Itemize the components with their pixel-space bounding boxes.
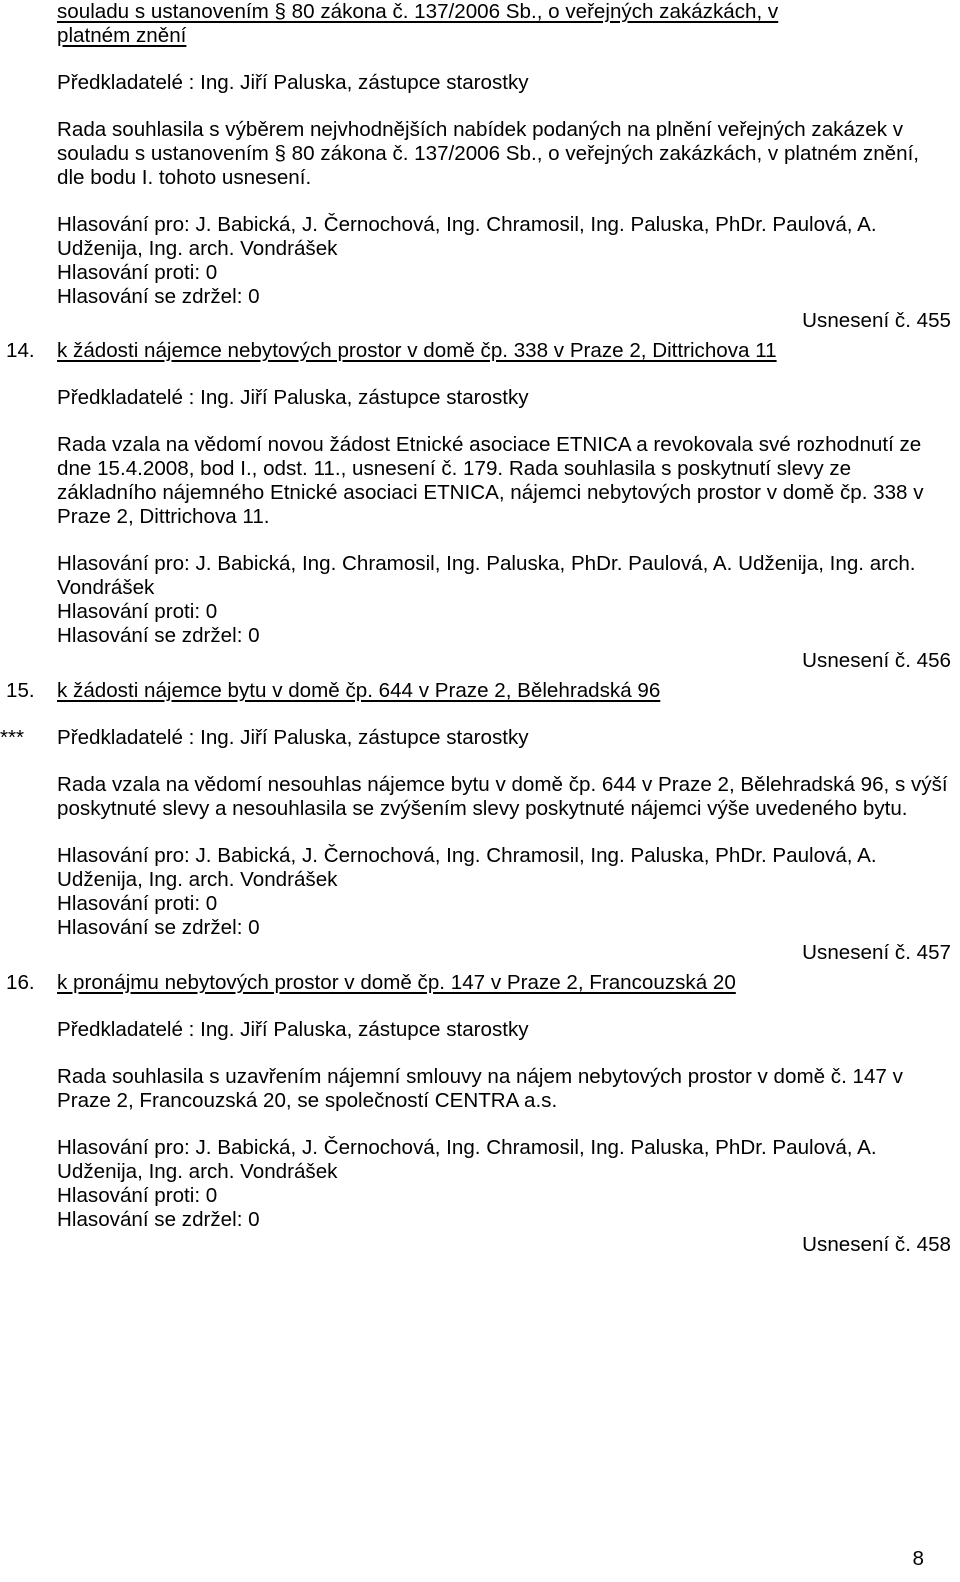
agenda-item-heading bbox=[0, 971, 960, 995]
intro-proposer: Předkladatelé : Ing. Jiří Paluska, zástupce starostky bbox=[57, 71, 529, 94]
agenda-item-resolution-text: Rada vzala na vědomí nesouhlas nájemce bytu v domě čp. 644 v Praze 2, Bělehradská 96, s výší poskytnuté slevy a nesouhlasila se zvýšením slevy poskytnuté nájemci výše uvedeného bytu. bbox=[57, 773, 948, 820]
agenda-item-14 bbox=[0, 339, 960, 673]
agenda-item-vote-for: Hlasování pro: J. Babická, J. Černochová, Ing. Chramosil, Ing. Paluska, PhDr. Paulová, A. Udženija, Ing. arch. Vondrášek bbox=[57, 844, 877, 891]
agenda-item-vote-against: Hlasování proti: 0 bbox=[57, 892, 218, 915]
agenda-item-proposer: Předkladatelé : Ing. Jiří Paluska, zástupce starostky bbox=[57, 386, 529, 409]
intro-title-line-2: platném znění bbox=[57, 24, 187, 47]
agenda-item-vote-against: Hlasování proti: 0 bbox=[57, 600, 218, 623]
agenda-item-vote-for: Hlasování pro: J. Babická, J. Černochová, Ing. Chramosil, Ing. Paluska, PhDr. Paulová, A. Udženija, Ing. arch. Vondrášek bbox=[57, 1136, 877, 1183]
agenda-item-resolution-number: Usnesení č. 457 bbox=[802, 941, 951, 964]
agenda-item-proposer: Předkladatelé : Ing. Jiří Paluska, zástupce starostky bbox=[57, 1018, 529, 1041]
agenda-item-number: 16. bbox=[6, 971, 35, 994]
page-number: 8 bbox=[912, 1547, 924, 1570]
intro-resolution-number: Usnesení č. 455 bbox=[802, 309, 951, 332]
agenda-item-proposer-row bbox=[0, 726, 960, 750]
agenda-item-16 bbox=[0, 971, 960, 1257]
agenda-item-proposer: Předkladatelé : Ing. Jiří Paluska, zástupce starostky bbox=[57, 726, 529, 749]
agenda-item-resolution-text: Rada souhlasila s uzavřením nájemní smlouvy na nájem nebytových prostor v domě č. 147 v Praze 2, Francouzská 20, se společností CENTRA a.s. bbox=[57, 1065, 903, 1112]
agenda-item-heading bbox=[0, 339, 960, 363]
agenda-item-number: 15. bbox=[6, 679, 35, 702]
agenda-item-resolution-number: Usnesení č. 458 bbox=[802, 1233, 951, 1256]
agenda-item-heading bbox=[0, 679, 960, 703]
intro-vote-for: Hlasování pro: J. Babická, J. Černochová, Ing. Chramosil, Ing. Paluska, PhDr. Paulová, A. Udženija, Ing. arch. Vondrášek bbox=[57, 213, 877, 260]
agenda-item-title: k žádosti nájemce bytu v domě čp. 644 v Praze 2, Bělehradská 96 bbox=[57, 679, 661, 702]
agenda-item-vote-abstain: Hlasování se zdržel: 0 bbox=[57, 624, 260, 647]
intro-title-continuation bbox=[0, 0, 960, 48]
agenda-item-15 bbox=[0, 679, 960, 965]
agenda-item-marker: *** bbox=[0, 726, 25, 749]
agenda-item-number: 14. bbox=[6, 339, 35, 362]
intro-resolution-text: Rada souhlasila s výběrem nejvhodnějších nabídek podaných na plnění veřejných zakázek v souladu s ustanovením § 80 zákona č. 137/2006 Sb., o veřejných zakázkách, v platném znění, dle bodu I. tohoto usnesení. bbox=[57, 118, 920, 189]
agenda-item-title: k pronájmu nebytových prostor v domě čp. 147 v Praze 2, Francouzská 20 bbox=[57, 971, 736, 994]
agenda-item-title: k žádosti nájemce nebytových prostor v domě čp. 338 v Praze 2, Dittrichova 11 bbox=[57, 339, 777, 362]
agenda-item-vote-abstain: Hlasování se zdržel: 0 bbox=[57, 916, 260, 939]
agenda-item-vote-abstain: Hlasování se zdržel: 0 bbox=[57, 1208, 260, 1231]
agenda-item-vote-for: Hlasování pro: J. Babická, Ing. Chramosil, Ing. Paluska, PhDr. Paulová, A. Udženija, Ing. arch. Vondrášek bbox=[57, 552, 916, 599]
intro-vote-against: Hlasování proti: 0 bbox=[57, 261, 218, 284]
agenda-item-vote-against: Hlasování proti: 0 bbox=[57, 1184, 218, 1207]
intro-section bbox=[0, 0, 960, 333]
intro-vote-abstain: Hlasování se zdržel: 0 bbox=[57, 285, 260, 308]
intro-title-line-1: souladu s ustanovením § 80 zákona č. 137/2006 Sb., o veřejných zakázkách, v bbox=[57, 0, 779, 23]
agenda-item-resolution-text: Rada vzala na vědomí novou žádost Etnické asociace ETNICA a revokovala své rozhodnutí ze dne 15.4.2008, bod I., odst. 11., usnesení č. 179. Rada souhlasila s poskytnutí slevy ze základního nájemného Etnické asociaci ETNICA, nájemci nebytových prostor v domě čp. 338 v Praze 2, Dittrichova 11. bbox=[57, 433, 924, 528]
agenda-item-resolution-number: Usnesení č. 456 bbox=[802, 649, 951, 672]
